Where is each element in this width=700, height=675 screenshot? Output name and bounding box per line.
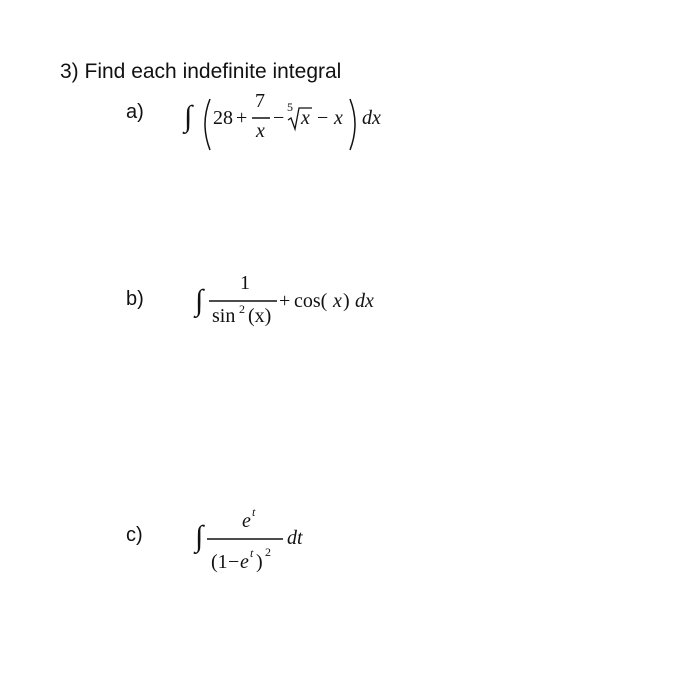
problem-heading: 3) Find each indefinite integral <box>60 60 342 83</box>
denominator-function: sin <box>212 305 236 327</box>
differential: dx <box>362 107 381 129</box>
denominator-open: (1 <box>211 551 228 573</box>
fraction-denominator: x <box>256 120 265 142</box>
fraction-bar <box>252 117 270 119</box>
integral-sign: ∫ <box>195 284 204 317</box>
minus-sign: − <box>273 107 285 129</box>
denominator-close: ) <box>256 551 263 573</box>
cos-term-close: ) <box>343 290 350 312</box>
cos-term-open: cos( <box>294 290 328 312</box>
differential: dx <box>355 290 374 312</box>
radicand: x <box>301 107 310 129</box>
minus-sign: − <box>317 107 329 129</box>
numerator-base: e <box>242 510 251 532</box>
cos-term-variable: x <box>333 290 342 312</box>
denominator-outer-exponent: 2 <box>265 545 271 559</box>
numerator-exponent: t <box>252 505 256 519</box>
integral-sign: ∫ <box>184 100 193 133</box>
integral-sign: ∫ <box>195 520 204 553</box>
denominator-minus: − <box>228 551 240 573</box>
integral-a <box>180 90 400 150</box>
denominator-exponent: 2 <box>239 302 245 316</box>
fraction-numerator: 1 <box>240 272 250 294</box>
integral-b <box>195 272 395 332</box>
right-paren <box>346 98 362 152</box>
constant-term: 28 <box>213 107 233 129</box>
denominator-exponent: t <box>250 546 254 560</box>
integral-c <box>195 505 325 580</box>
part-b-label: b) <box>126 288 144 310</box>
differential: dt <box>287 527 303 549</box>
plus-sign: + <box>279 290 291 312</box>
part-a-label: a) <box>126 101 144 123</box>
plus-sign: + <box>236 107 248 129</box>
root-index: 5 <box>287 100 293 114</box>
left-paren <box>198 98 214 152</box>
part-c-label: c) <box>126 524 143 546</box>
denominator-base: e <box>240 551 249 573</box>
variable-term: x <box>334 107 343 129</box>
denominator-argument: (x) <box>248 305 272 327</box>
fraction-numerator: 7 <box>255 90 265 112</box>
fraction-bar <box>207 538 283 540</box>
